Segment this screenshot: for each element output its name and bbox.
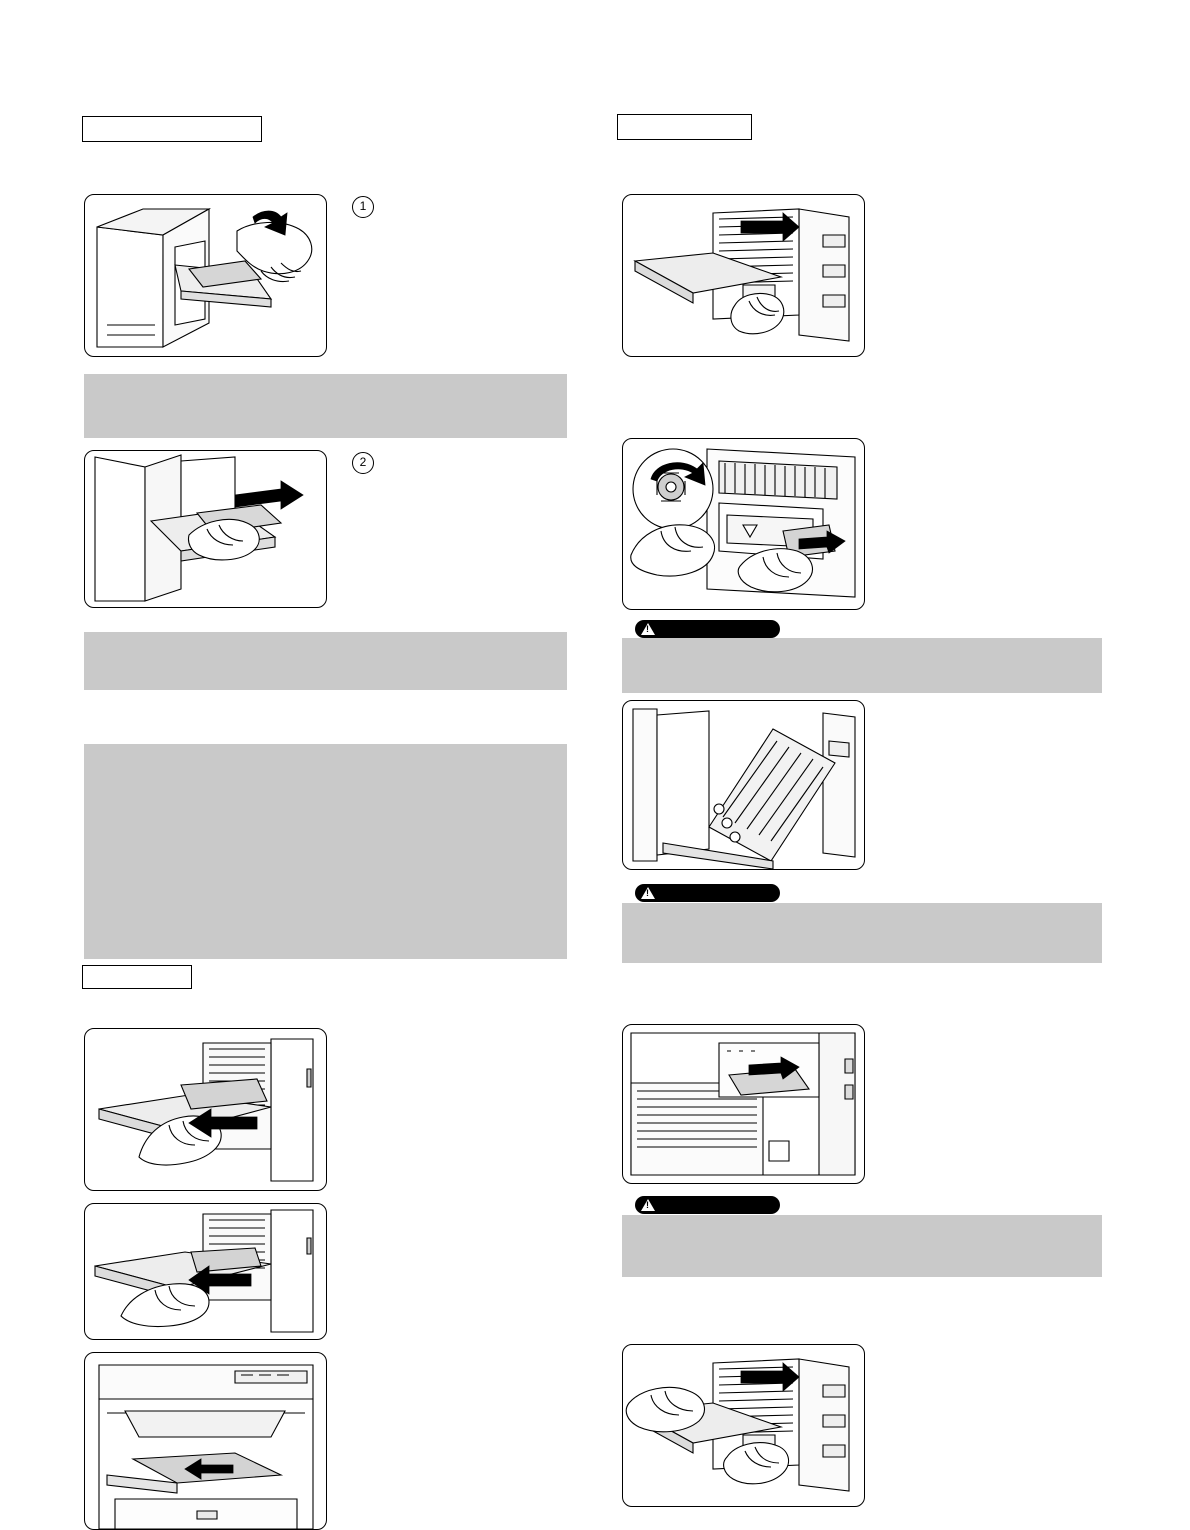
- figure-close-side-cover: [622, 1344, 865, 1507]
- heading-fusing-area: [617, 114, 752, 140]
- figure-side-cover-pull-paper-art: [85, 1204, 327, 1340]
- figure-open-side-cover-art: [623, 195, 865, 357]
- note-right-caution-1: [622, 638, 1102, 693]
- heading-bypass-tray-label: [83, 117, 261, 125]
- left-column: [82, 0, 567, 1530]
- figure-close-side-cover-art: [623, 1345, 865, 1507]
- note-left-3-text: [84, 744, 567, 756]
- note-right-caution-1-text: [622, 638, 1102, 650]
- heading-bypass-tray: [82, 116, 262, 142]
- right-column: [617, 0, 1102, 1530]
- figure-bypass-tray-remove-paper: [84, 450, 327, 608]
- warning-badge-1: [635, 620, 780, 638]
- step-number-1: [352, 196, 374, 218]
- note-left-2: [84, 632, 567, 690]
- figure-bypass-tray-remove-paper-art: [85, 451, 327, 608]
- figure-remove-paper-transport-art: [623, 1025, 865, 1184]
- figure-bypass-tray-open-art: [85, 195, 327, 357]
- note-right-caution-3: [622, 1215, 1102, 1277]
- figure-open-side-cover: [622, 194, 865, 357]
- note-right-caution-3-text: [622, 1215, 1102, 1227]
- warning-badge-2: [635, 884, 780, 902]
- figure-fusing-unit-lever: [622, 700, 865, 870]
- figure-rotate-roller-knob: [622, 438, 865, 610]
- heading-lower-paper-feed: [82, 965, 192, 989]
- note-left-3: [84, 744, 567, 959]
- warning-triangle-icon: [641, 623, 655, 635]
- warning-triangle-icon: [641, 887, 655, 899]
- step-number-2-label: 2: [359, 455, 367, 469]
- heading-lower-paper-feed-label: [83, 966, 191, 974]
- heading-fusing-area-label: [618, 115, 751, 123]
- figure-remove-paper-transport: [622, 1024, 865, 1184]
- step-number-1-label: 1: [359, 199, 367, 213]
- figure-rotate-roller-knob-art: [623, 439, 865, 610]
- note-left-1: [84, 374, 567, 438]
- step-number-2: [352, 452, 374, 474]
- figure-side-cover-open-paper: [84, 1028, 327, 1191]
- figure-fusing-unit-lever-art: [623, 701, 865, 870]
- note-right-caution-2-text: [622, 903, 1102, 915]
- figure-machine-front-tray-art: [85, 1353, 327, 1530]
- figure-machine-front-tray: [84, 1352, 327, 1530]
- note-left-2-text: [84, 632, 567, 644]
- figure-bypass-tray-open: [84, 194, 327, 357]
- warning-triangle-icon: [641, 1199, 655, 1211]
- note-left-1-text: [84, 374, 567, 386]
- figure-side-cover-open-paper-art: [85, 1029, 327, 1191]
- figure-side-cover-pull-paper: [84, 1203, 327, 1340]
- warning-badge-3: [635, 1196, 780, 1214]
- note-right-caution-2: [622, 903, 1102, 963]
